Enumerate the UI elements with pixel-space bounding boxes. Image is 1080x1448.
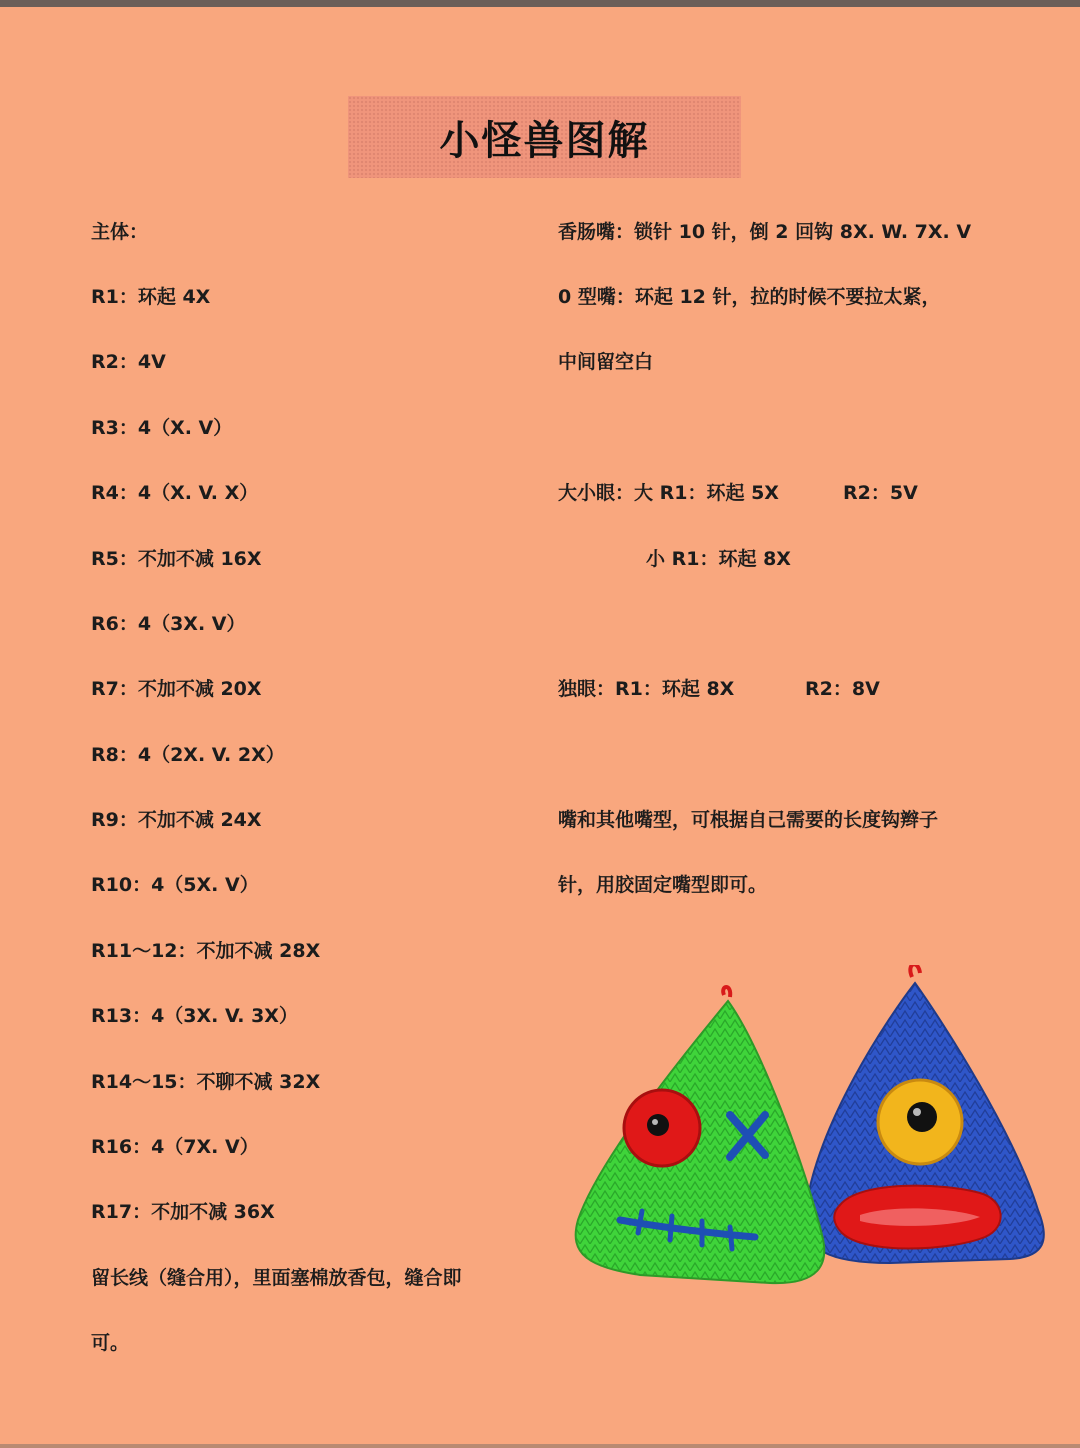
bottom-border [0, 1444, 1080, 1448]
one-eye-r2-text: R2：8V [805, 678, 880, 700]
round-line: R14～15：不聊不减 32X [91, 1071, 321, 1093]
title-banner [348, 96, 741, 178]
blue-monster [805, 965, 1044, 1263]
round-line: R5：不加不减 16X [91, 548, 262, 570]
sausage-mouth-text: 香肠嘴：锁针 10 针，倒 2 回钩 8X. W. 7X. V [558, 221, 972, 243]
body-heading: 主体： [91, 221, 149, 243]
round-line: R3：4（X. V） [91, 417, 233, 439]
round-line: R1：环起 4X [91, 286, 211, 308]
big-eye-r2-text: R2：5V [843, 482, 918, 504]
round-line: R13：4（3X. V. 3X） [91, 1005, 298, 1027]
round-line: R17：不加不减 36X [91, 1201, 275, 1223]
round-line: R2：4V [91, 351, 166, 373]
other-mouth-text-cont: 针，用胶固定嘴型即可。 [558, 874, 768, 896]
page-title: 小怪兽图解 [439, 117, 650, 164]
big-small-eye-text: 大小眼：大 R1：环起 5X [558, 482, 779, 504]
green-monster [576, 987, 825, 1283]
finishing-note-end: 可。 [91, 1332, 130, 1354]
round-line: R16：4（7X. V） [91, 1136, 259, 1158]
round-line: R6：4（3X. V） [91, 613, 246, 635]
other-mouth-text: 嘴和其他嘴型，可根据自己需要的长度钩辫子 [558, 809, 939, 831]
finishing-note: 留长线（缝合用），里面塞棉放香包，缝合即 [91, 1267, 462, 1289]
o-mouth-text-cont: 中间留空白 [558, 351, 654, 373]
round-line: R9：不加不减 24X [91, 809, 262, 831]
top-border [0, 0, 1080, 7]
round-line: R7：不加不减 20X [91, 678, 262, 700]
round-line: R10：4（5X. V） [91, 874, 259, 896]
monster-photo [560, 965, 1050, 1305]
round-line: R8：4（2X. V. 2X） [91, 744, 285, 766]
round-line: R11～12：不加不减 28X [91, 940, 321, 962]
o-mouth-text: 0 型嘴：环起 12 针，拉的时候不要拉太紧， [558, 286, 941, 308]
small-eye-text: 小 R1：环起 8X [646, 548, 791, 570]
round-line: R4：4（X. V. X） [91, 482, 259, 504]
one-eye-text: 独眼：R1：环起 8X [558, 678, 735, 700]
